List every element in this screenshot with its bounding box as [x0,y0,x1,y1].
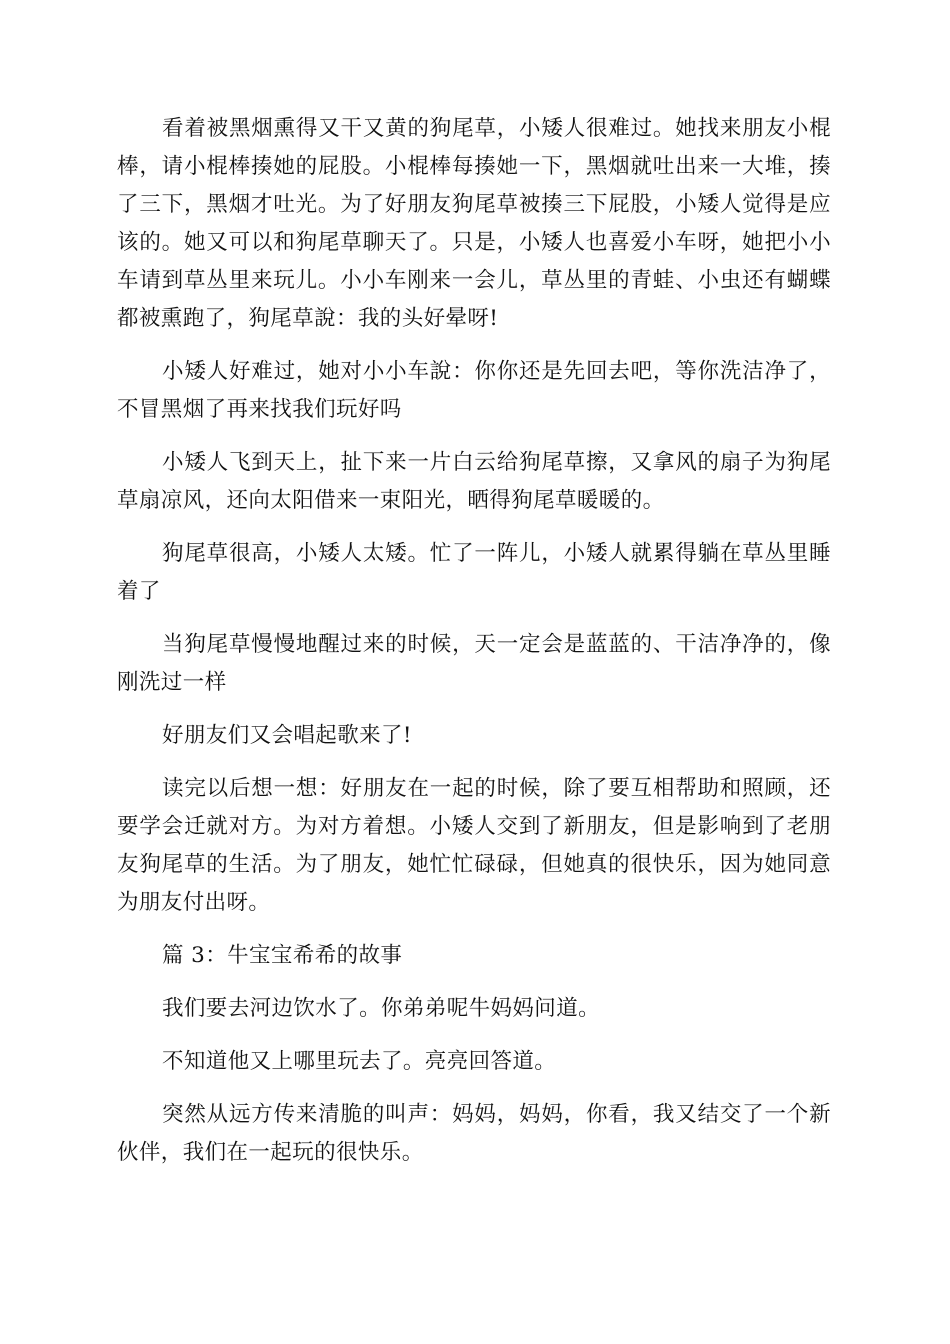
paragraph-6: 好朋友们又会唱起歌来了! [162,723,412,748]
paragraph-7: 读完以后想一想：好朋友在一起的时候，除了要互相帮助和照顾，还要学会迁就对方。为对方着想。小矮人交到了新朋友，但是影响到了老朋友狗尾草的生活。为了朋友，她忙忙碌碌，但她真的很快乐，因为她同意为朋友付出呀。 [117,776,831,915]
paragraph-1: 看着被黑烟熏得又干又黄的狗尾草，小矮人很难过。她找来朋友小棍棒，请小棍棒揍她的屁股。小棍棒每揍她一下，黑烟就吐出来一大堆，揍了三下，黑烟才吐光。为了好朋友狗尾草被揍三下屁股，小矮人觉得是应该的。她又可以和狗尾草聊天了。只是，小矮人也喜爱小车呀，她把小小车请到草丛里来玩儿。小小车刚来一会儿，草丛里的青蛙、小虫还有蝴蝶都被熏跑了，狗尾草說：我的头好晕呀! [117,116,831,331]
paragraph-5: 当狗尾草慢慢地醒过来的时候，天一定会是蓝蓝的、干洁净净的，像刚洗过一样 [117,632,831,695]
paragraph-10: 不知道他又上哪里玩去了。亮亮回答道。 [162,1049,557,1074]
paragraph-2: 小矮人好难过，她对小小车說：你你还是先回去吧，等你洗洁净了，不冒黑烟了再来找我们玩好吗 [117,359,831,422]
section-heading: 篇 3：牛宝宝希希的故事 [162,943,403,968]
paragraph-3: 小矮人飞到天上，扯下来一片白云给狗尾草擦，又拿风的扇子为狗尾草扇凉风，还向太阳借来一束阳光，晒得狗尾草暖暖的。 [117,450,831,513]
document-body [117,110,831,1187]
paragraph-4: 狗尾草很高，小矮人太矮。忙了一阵儿，小矮人就累得躺在草丛里睡着了 [117,541,831,604]
paragraph-11: 突然从远方传来清脆的叫声：妈妈，妈妈，你看，我又结交了一个新伙伴，我们在一起玩的很快乐。 [117,1102,831,1165]
paragraph-9: 我们要去河边饮水了。你弟弟呢牛妈妈问道。 [162,996,601,1021]
